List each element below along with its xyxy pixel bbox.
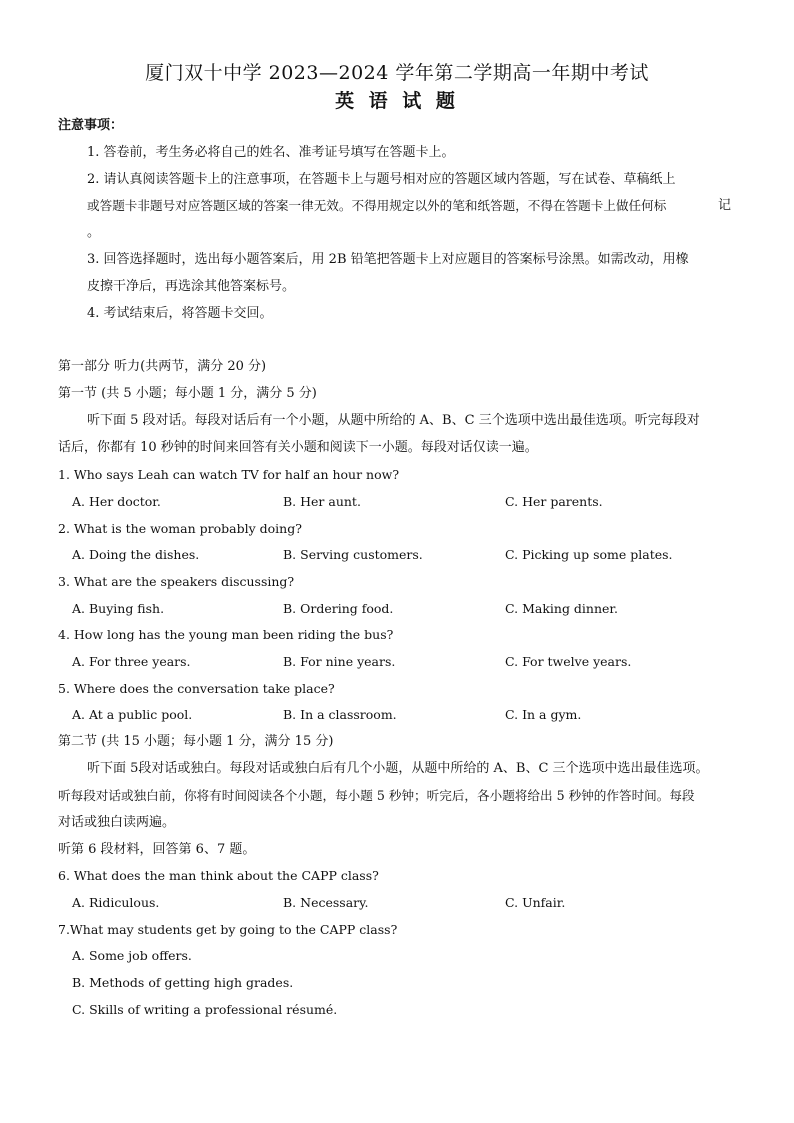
q6-option-a: A. Ridiculous. xyxy=(72,895,160,910)
note-item-4: 4. 考试结束后，将答题卡交回。 xyxy=(87,306,273,321)
section1-heading: 第一节 (共 5 小题；每小题 1 分，满分 5 分) xyxy=(58,386,317,401)
note-item-3-line-2: 皮擦干净后，再选涂其他答案标号。 xyxy=(87,279,296,294)
q1-option-b: B. Her aunt. xyxy=(283,494,361,509)
question-5: 5. Where does the conversation take place? xyxy=(58,681,335,696)
q3-option-b: B. Ordering food. xyxy=(283,601,394,616)
material-6-instruction: 听第 6 段材料，回答第 6、7 题。 xyxy=(58,842,256,857)
q6-option-c: C. Unfair. xyxy=(505,895,566,910)
section2-instruction-line-3: 对话或独白读两遍。 xyxy=(58,815,176,830)
q5-option-b: B. In a classroom. xyxy=(283,707,397,722)
note-item-2-line-3: 。 xyxy=(87,225,101,240)
question-2: 2. What is the woman probably doing? xyxy=(58,521,302,536)
q3-option-a: A. Buying fish. xyxy=(72,601,165,616)
question-7: 7.What may students get by going to the CAPP class? xyxy=(58,922,398,937)
q2-option-c: C. Picking up some plates. xyxy=(505,547,673,562)
note-item-1: 1. 答卷前，考生务必将自己的姓名、准考证号填写在答题卡上。 xyxy=(87,145,455,160)
section1-instruction-line-2: 话后，你都有 10 秒钟的时间来回答有关小题和阅读下一小题。每段对话仅读一遍。 xyxy=(58,440,538,455)
q2-option-b: B. Serving customers. xyxy=(283,547,423,562)
note-item-2-trail: 记 xyxy=(718,198,732,213)
part1-heading: 第一部分 听力(共两节，满分 20 分) xyxy=(58,359,267,374)
note-item-2-line-2: 或答题卡非题号对应答题区域的答案一律无效。不得用规定以外的笔和纸答题，不得在答题卡上做任何标 xyxy=(87,198,667,213)
q4-option-b: B. For nine years. xyxy=(283,654,396,669)
section2-instruction-line-2: 听每段对话或独白前，你将有时间阅读各个小题，每小题 5 秒钟；听完后，各小题将给出 5 秒钟的作答时间。每段 xyxy=(58,788,695,803)
q4-option-c: C. For twelve years. xyxy=(505,654,632,669)
q7-option-c: C. Skills of writing a professional résumé. xyxy=(72,1002,338,1017)
section2-heading: 第二节 (共 15 小题；每小题 1 分，满分 15 分) xyxy=(58,734,334,749)
section2-instruction-line-1: 听下面 5段对话或独白。每段对话或独白后有几个小题，从题中所给的 A、B、C 三个选项中选出最佳选项。 xyxy=(87,761,709,776)
q4-option-a: A. For three years. xyxy=(72,654,191,669)
note-item-3-line-1: 3. 回答选择题时，选出每小题答案后，用 2B 铅笔把答题卡上对应题目的答案标号涂黑。如需改动，用橡 xyxy=(87,252,689,267)
question-1: 1. Who says Leah can watch TV for half an hour now? xyxy=(58,467,400,482)
note-item-2-line-1: 2. 请认真阅读答题卡上的注意事项，在答题卡上与题号相对应的答题区域内答题，写在试卷、草稿纸上 xyxy=(87,172,676,187)
q7-option-a: A. Some job offers. xyxy=(72,948,192,963)
question-4: 4. How long has the young man been riding the bus? xyxy=(58,627,394,642)
question-3: 3. What are the speakers discussing? xyxy=(58,574,295,589)
q1-option-c: C. Her parents. xyxy=(505,494,603,509)
page-title: 厦门双十中学 2023—2024 学年第二学期高一年期中考试 xyxy=(145,62,649,84)
q5-option-a: A. At a public pool. xyxy=(72,707,193,722)
q2-option-a: A. Doing the dishes. xyxy=(72,547,200,562)
question-6: 6. What does the man think about the CAPP class? xyxy=(58,868,379,883)
q3-option-c: C. Making dinner. xyxy=(505,601,618,616)
q1-option-a: A. Her doctor. xyxy=(72,494,161,509)
section1-instruction-line-1: 听下面 5 段对话。每段对话后有一个小题，从题中所给的 A、B、C 三个选项中选出最佳选项。听完每段对 xyxy=(87,413,700,428)
q7-option-b: B. Methods of getting high grades. xyxy=(72,975,294,990)
page-subtitle: 英 语 试 题 xyxy=(335,90,459,112)
notes-heading: 注意事项： xyxy=(58,118,124,133)
q6-option-b: B. Necessary. xyxy=(283,895,369,910)
q5-option-c: C. In a gym. xyxy=(505,707,582,722)
